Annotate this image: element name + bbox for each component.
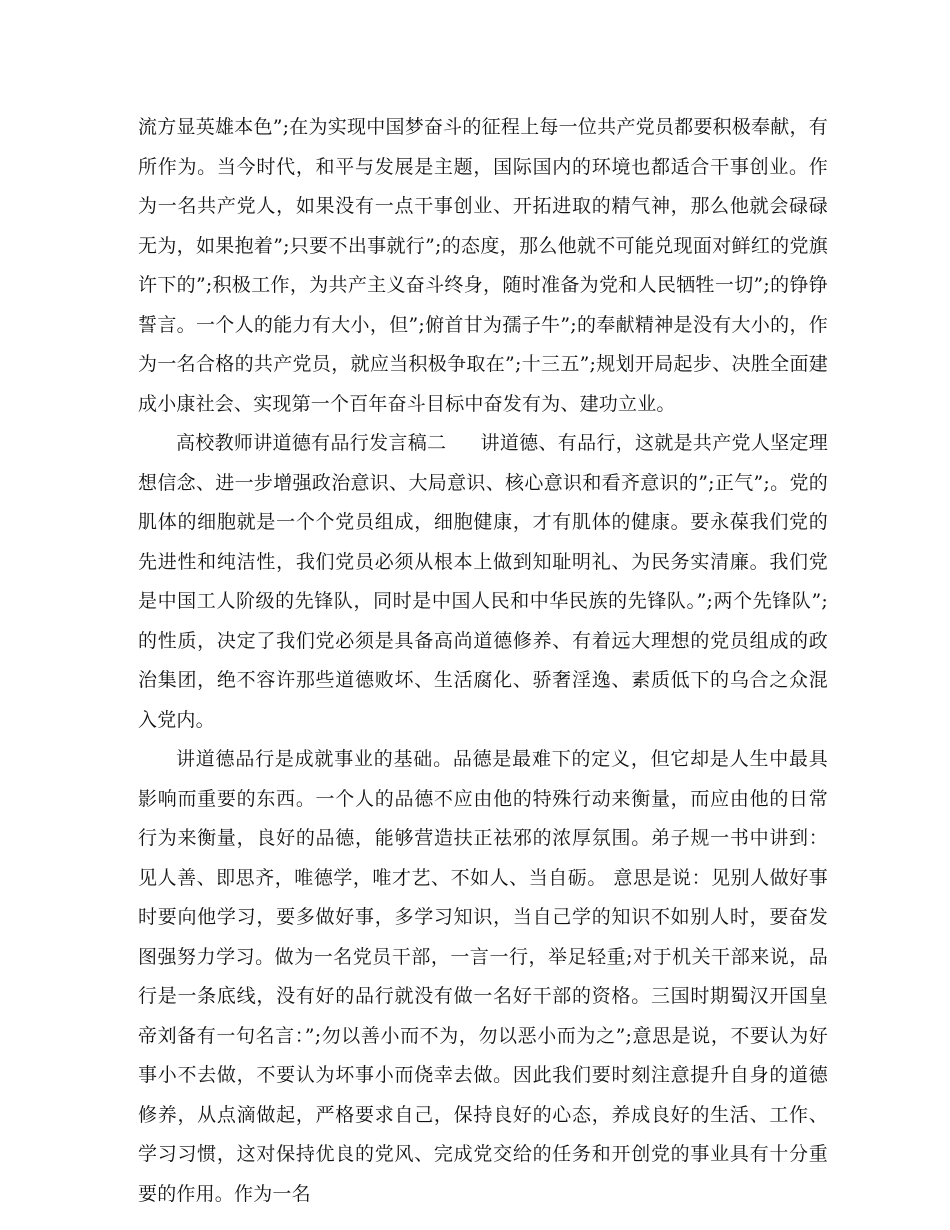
paragraph-2-text: 讲道德、有品行，这就是共产党人坚定理想信念、进一步增强政治意识、大局意识、核心意识和看齐意识的”;正气”;。党的肌体的细胞就是一个个党员组成，细胞健康，才有肌体的健康。要永葆我们党的先进性和纯洁性，我们党员必须从根本上做到知耻明礼、为民务实清廉。我们党是中国工人阶级的先锋队，同时是中国人民和中华民族的先锋队。”;两个先锋队”;的性质，决定了我们党必须是具备高尚道德修养、有着远大理想的党员组成的政治集团，绝不容许那些道德败坏、生活腐化、骄奢淫逸、素质低下的乌合之众混入党内。 [138,432,828,731]
section-title: 高校教师讲道德有品行发言稿二 [176,432,447,454]
paragraph-3-text: 讲道德品行是成就事业的基础。品德是最难下的定义，但它却是人生中最具影响而重要的东西。一个人的品德不应由他的特殊行动来衡量，而应由他的日常行为来衡量，良好的品德，能够营造扶正祛邪的浓厚氛围。弟子规一书中讲到：见人善、即思齐，唯德学，唯才艺、不如人、当自砺。 意思是说：见别人做好事时要向他学习，要多做好事，多学习知识，当自己学的知识不如别人时，要奋发图强努力学习。做为一名党员干部，一言一行，举足轻重;对于机关干部来说，品行是一条底线，没有好的品行就没有做一名好干部的资格。三国时期蜀汉开国皇帝刘备有一句名言：”;勿以善小而不为，勿以恶小而为之”;意思是说，不要认为好事小不去做，不要认为坏事小而侥幸去做。因此我们要时刻注意提升自身的道德修养，从点滴做起，严格要求自己，保持良好的心态，养成良好的生活、工作、学习习惯，这对保持优良的党风、完成党交给的任务和开创党的事业具有十分重要的作用。作为一名 [138,748,828,1205]
paragraph-3 [138,740,828,1214]
paragraph-2 [138,424,828,740]
paragraph-1-text: 流方显英雄本色”;在为实现中国梦奋斗的征程上每一位共产党员都要积极奉献，有所作为。当今时代，和平与发展是主题，国际国内的环境也都适合干事创业。作为一名共产党人，如果没有一点干事创业、开拓进取的精气神，那么他就会碌碌无为，如果抱着”;只要不出事就行”;的态度，那么他就不可能兑现面对鲜红的党旗许下的”;积极工作，为共产主义奋斗终身，随时准备为党和人民牺牲一切”;的铮铮誓言。一个人的能力有大小，但”;俯首甘为孺子牛”;的奉献精神是没有大小的，作为一名合格的共产党员，就应当积极争取在”;十三五”;规划开局起步、决胜全面建成小康社会、实现第一个百年奋斗目标中奋发有为、建功立业。 [138,116,828,415]
paragraph-1 [138,108,828,424]
document-page [138,108,828,1214]
